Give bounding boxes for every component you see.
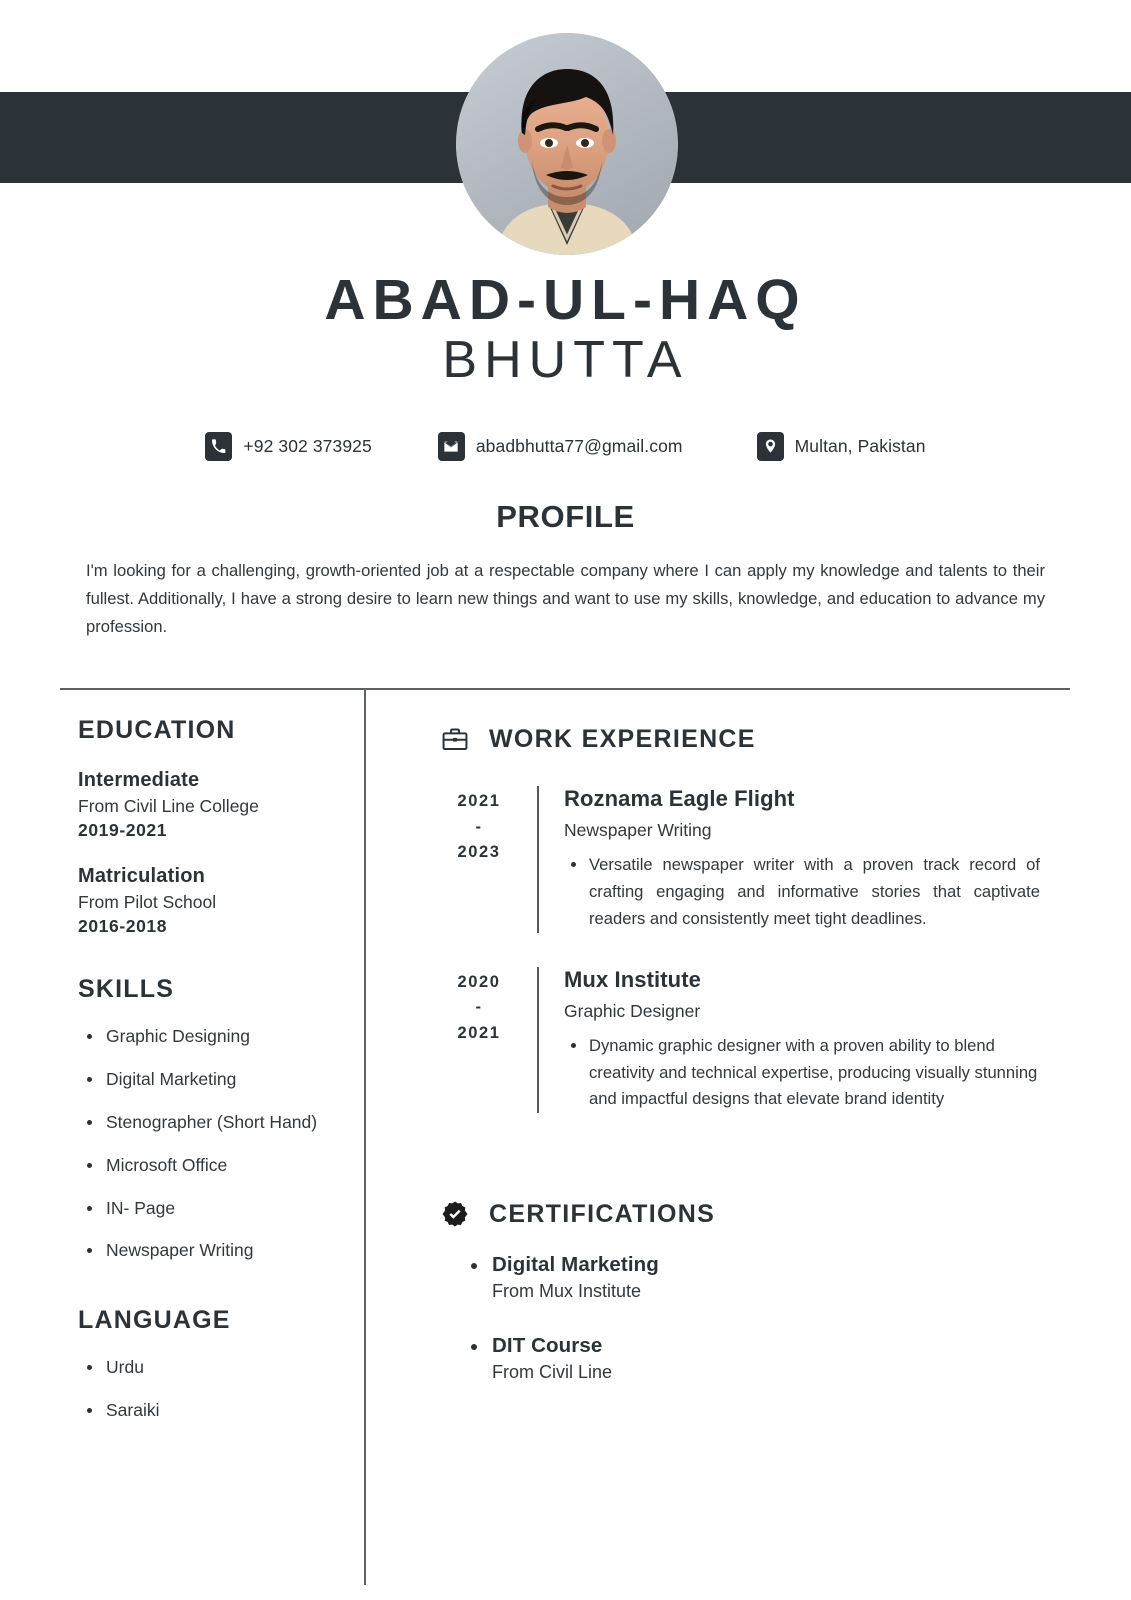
job-company: Roznama Eagle Flight: [564, 786, 795, 811]
education-school: From Pilot School: [78, 892, 217, 912]
education-years: 2016-2018: [78, 916, 168, 936]
first-name: ABAD-UL-HAQ: [324, 268, 807, 332]
job-role: Newspaper Writing: [564, 820, 712, 840]
email-text: abadbhutta77@gmail.com: [475, 435, 683, 456]
work-experience-header: [440, 724, 1040, 754]
list-item: Microsoft Office: [78, 1155, 350, 1177]
job-body: [564, 786, 1040, 933]
name-block: [0, 270, 1131, 390]
certifications-header: [440, 1199, 1040, 1229]
education-school: From Civil Line College: [78, 796, 259, 816]
list-item: Digital Marketing: [78, 1069, 350, 1091]
job-years: [440, 786, 518, 933]
language-list: [78, 1357, 350, 1422]
job-year-dash: -: [475, 817, 483, 836]
certification-name: DIT Course: [492, 1334, 603, 1358]
education-item: [78, 865, 350, 937]
education-section: [78, 716, 350, 937]
phone-icon: [205, 432, 232, 461]
education-degree: Intermediate: [78, 769, 200, 791]
certifications-list: [463, 1253, 1040, 1383]
job-year-end: 2021: [457, 1023, 501, 1042]
last-name: BHUTTA: [442, 331, 689, 390]
job-year-dash: -: [475, 998, 483, 1017]
location-icon: [757, 432, 784, 461]
briefcase-icon: [440, 724, 470, 754]
certifications-title: CERTIFICATIONS: [489, 1199, 716, 1228]
job-body: [564, 967, 1040, 1114]
education-title: EDUCATION: [78, 716, 236, 744]
contact-location[interactable]: [757, 432, 926, 461]
list-item: IN- Page: [78, 1198, 350, 1220]
language-title: LANGUAGE: [78, 1306, 231, 1335]
job-points: [564, 852, 1040, 933]
right-column: [440, 688, 1040, 1415]
profile-title: PROFILE: [496, 498, 635, 534]
job-entry: [440, 967, 1040, 1114]
skills-section: [78, 975, 350, 1262]
left-column: [78, 688, 350, 1443]
list-item: [463, 1334, 1040, 1383]
list-item: Versatile newspaper writer with a proven track record of crafting engaging and informative stories that captivate readers and consistently meet tight deadlines.: [564, 852, 1040, 933]
work-experience-section: [440, 724, 1040, 1113]
contact-row: [0, 432, 1131, 461]
job-points: [564, 1033, 1040, 1114]
list-item: Dynamic graphic designer with a proven ability to blend creativity and technical expertise, producing visually stunning and impactful designs that elevate brand identity: [564, 1033, 1040, 1114]
profile-photo-illustration: [456, 33, 678, 255]
skills-title: SKILLS: [78, 975, 175, 1003]
list-item: Graphic Designing: [78, 1026, 350, 1048]
education-degree: Matriculation: [78, 865, 206, 887]
resume-header: [0, 0, 1131, 262]
certification-from: From Mux Institute: [492, 1281, 642, 1302]
verified-badge-icon: [440, 1199, 470, 1229]
phone-text: +92 302 373925: [243, 435, 372, 456]
education-item: [78, 769, 350, 841]
certifications-section: [440, 1199, 1040, 1383]
email-icon: [438, 432, 465, 461]
job-timeline-bar: [537, 967, 539, 1114]
job-role: Graphic Designer: [564, 1000, 701, 1021]
list-item: Saraiki: [78, 1400, 350, 1422]
avatar: [456, 33, 678, 255]
job-year-start: 2020: [457, 972, 501, 991]
certification-from: From Civil Line: [492, 1362, 613, 1383]
vertical-divider: [364, 688, 366, 1585]
contact-phone[interactable]: [205, 432, 371, 461]
language-section: [78, 1306, 350, 1422]
education-years: 2019-2021: [78, 820, 168, 840]
certification-name: Digital Marketing: [492, 1253, 659, 1277]
location-text: Multan, Pakistan: [794, 435, 926, 456]
list-item: [463, 1253, 1040, 1302]
list-item: Urdu: [78, 1357, 350, 1379]
list-item: Stenographer (Short Hand): [78, 1112, 350, 1134]
list-item: Newspaper Writing: [78, 1240, 350, 1262]
job-entry: [440, 786, 1040, 933]
job-timeline-bar: [537, 786, 539, 933]
profile-text: I'm looking for a challenging, growth-oriented job at a respectable company where I can apply my knowledge and talents to their fullest. Additionally, I have a strong desire to learn new things and want to use my skills, knowledge, and education to advance my profession.: [86, 560, 1045, 636]
skills-list: [78, 1026, 350, 1262]
job-company: Mux Institute: [564, 966, 701, 992]
work-experience-title: WORK EXPERIENCE: [489, 724, 756, 753]
contact-email[interactable]: [438, 432, 683, 461]
job-year-end: 2023: [457, 843, 501, 862]
job-years: [440, 967, 518, 1114]
job-year-start: 2021: [457, 792, 501, 810]
